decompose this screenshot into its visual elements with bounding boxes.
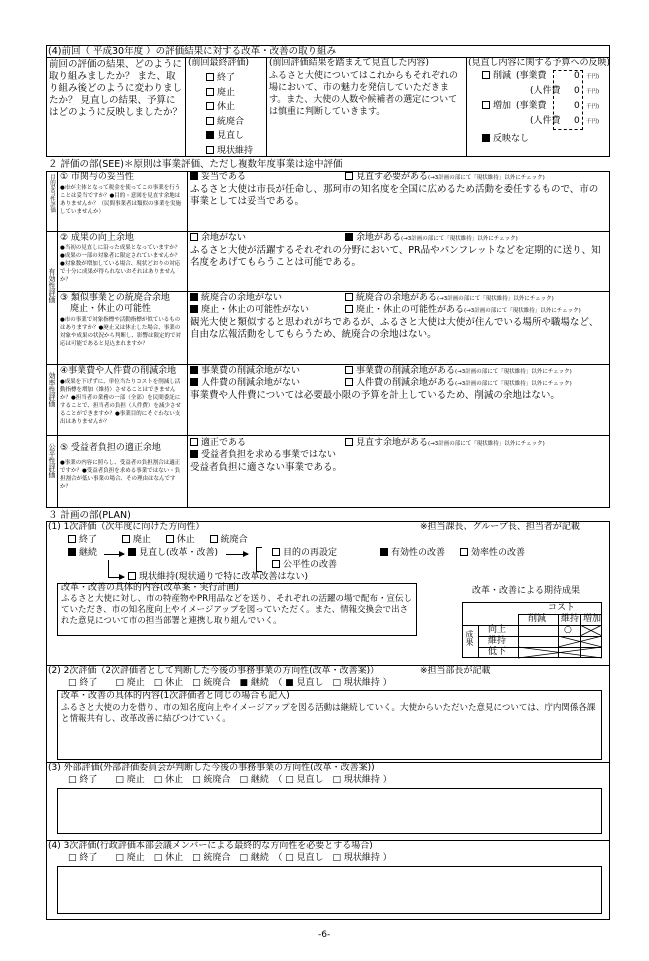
prev-opt-review[interactable]: 見直し	[206, 129, 253, 144]
r3-opt-a1[interactable]: 統廃合の余地がない	[190, 293, 282, 304]
budget-no-reflect[interactable]: 反映なし	[482, 134, 529, 145]
r1-body: ふるさと大使は市長が任命し、那珂市の知名度を全国に広めるため活動を委任するもので、市の事業としては妥当である。	[190, 184, 599, 207]
prev-opt-abolish[interactable]: 廃止	[206, 86, 253, 101]
budget-head: (見直し内容に関する予算への反映)	[468, 58, 611, 68]
r4-opt-b2[interactable]: 人件費の削減余地がある(→3計画の部にて「現状維持」以外にチェック)	[345, 378, 572, 390]
r5-opt-b1[interactable]: 見直す余地がある(→3計画の部にて「現状維持」以外にチェック)	[345, 438, 545, 450]
r3-title: ③ 類似事業との統廃合余地	[60, 293, 170, 303]
r5-title: ⑤ 受益者負担の適正余地	[60, 443, 161, 453]
r4-opt-b1[interactable]: 事業費の削減余地がある(→3計画の部にて「現状維持」以外にチェック)	[345, 366, 572, 378]
p2-options[interactable]: □ 終了 □ 廃止 □ 休止 □ 統廃合 ■ 継続 （ ■ 見直し □ 現状維持 ）	[68, 678, 392, 688]
r4-title: ④事業費や人件費の削減余地	[60, 366, 177, 376]
budget-reduce[interactable]: 削減	[482, 71, 511, 82]
r5-opt-a2[interactable]: 受益者負担を求める事業ではない	[190, 450, 336, 461]
p1-content[interactable]: ふるさと大使に対し、市の特産物やPR用品などを送り、それぞれの活躍の場で配布・宣伝していただき、市の知名度向上やイメージアップを図っていただく。また、情報交換会で出された意見について市の担当部署と連携し取り組んでいく。	[61, 594, 413, 626]
r1-opt-b[interactable]: 見直す必要がある(→3計画の部にて「現状維持」以外にチェック)	[345, 172, 545, 184]
p3-content-box[interactable]	[57, 788, 602, 834]
r3-note: ●市の事業で対象指標や活動指標が似ているものはありますか？●廃止又は休止した場合、事業の対象や成果の状況から判断し、影響は限定的で対応は可能であると見込まれますか？	[60, 317, 182, 347]
expect-matrix	[462, 602, 602, 658]
p1-opt-keep[interactable]: 現状維持(現状通りで特に改革改善はない)	[128, 572, 308, 583]
side-label-fairness: 公平性評価	[48, 443, 56, 478]
side-label-effect: 有効性評価	[48, 268, 56, 303]
expect-mark: ○	[564, 625, 572, 635]
r4-note: ●成果を下げずに、単位当たりコストを削減し活動指標を増加（維持）させることはできませんか？●担当者の業務の一部（全部）を民間委託にすることで、担当者の負担（人件費）を減少させることができますか？●事業目的にそぐわない支出はありませんか？	[60, 379, 181, 425]
section-4-question: 前回の評価の結果、どのように取り組みましたか？ また、取り組み後どのように変わりましたか？ 見直しの結果、予算にはどのように反映しましたか？	[49, 59, 183, 118]
r2-opt-b[interactable]: 余地がある(→3計画の部にて「現状維持」以外にチェック)	[345, 233, 518, 245]
prev-opt-end[interactable]: 終了	[206, 71, 253, 86]
r2-opt-a[interactable]: 余地がない	[190, 233, 246, 244]
p1-content-head: 改革・改善の具体的内容(改革案・実行計画)	[61, 583, 240, 593]
expect-head: 改革・改善による期待成果	[472, 586, 581, 596]
arrow-continue	[104, 554, 124, 555]
p2-content-head: 改革・改善の具体的内容(1次評価者と同じの場合も記入)	[61, 691, 290, 701]
prev-opt-merge[interactable]: 統廃合	[206, 115, 253, 130]
p1-opt-continue[interactable]: 継続	[68, 548, 97, 559]
arrow-review	[226, 554, 248, 555]
side-label-efficiency: 効率性評価	[48, 372, 56, 407]
page-number: -6-	[318, 930, 331, 940]
r1-note: ●市が主体となって税金を使ってこの事業を行うことは妥当ですか？●目的・意図を見直す余地はありませんか？（民間事業者は類似の事業を実施していませんか）	[60, 185, 182, 215]
p4-content-box[interactable]	[57, 866, 602, 914]
side-label-purpose: 目的妥当性評価	[49, 174, 55, 213]
r3-title2: 廃止・休止の可能性	[70, 304, 152, 314]
p1-opt-end[interactable]: 終了	[68, 535, 97, 545]
r1-title: ① 市関与の妥当性	[60, 172, 134, 182]
budget-increase[interactable]: 増加	[482, 101, 511, 112]
p1-note: ※担当課長、グループ長、担当者が記載	[420, 522, 580, 532]
p1-opt-purpose[interactable]: 目的の再設定	[272, 548, 337, 559]
p1-opt-review[interactable]: 見直し(改革・改善)	[128, 548, 218, 559]
r3-opt-b1[interactable]: 統廃合の余地がある(→3計画の部にて「現状維持」以外にチェック)	[345, 293, 554, 305]
review-content-head: (前回評価結果を踏まえて見直した内容)	[269, 58, 430, 68]
r3-body: 観光大使と類似すると思われがちであるが、ふるさと大使は大使が住んでいる場所や職場など、自由な広報活動をしてもらうため、統廃合の余地はない。	[190, 317, 599, 340]
r5-opt-a1[interactable]: 適正である	[190, 438, 246, 449]
section-4-title: (4)前回（ 平成30年度 ）の評価結果に対する改革・改善の取り組み	[48, 46, 337, 57]
section-3-title: ３ 計画の部(PLAN)	[48, 510, 131, 521]
p1-opt-eff[interactable]: 効率性の改善	[460, 548, 525, 559]
r1-opt-a[interactable]: 妥当である	[190, 172, 246, 183]
r3-opt-a2[interactable]: 廃止・休止の可能性がない	[190, 305, 309, 316]
p3-options[interactable]: □ 終了 □ 廃止 □ 休止 □ 統廃合 □ 継続 （ □ 見直し □ 現状維持 ）	[68, 775, 392, 785]
r4-opt-a2[interactable]: 人件費の削減余地がない	[190, 378, 300, 389]
p1-opt-effect[interactable]: 有効性の改善	[380, 548, 445, 559]
p2-note: ※担当部長が記載	[420, 666, 491, 676]
prev-opt-pause[interactable]: 休止	[206, 100, 253, 115]
r3-opt-b2[interactable]: 廃止・休止の可能性がある(→3計画の部にて「現状維持」以外にチェック)	[345, 305, 581, 317]
p1-opt-fair[interactable]: 公平性の改善	[272, 560, 337, 571]
p3-title: (3) 外部評価(外部評価委員会が判断した今後の事務事業の方向性(改革・改善案))	[48, 763, 375, 773]
r5-body: 受益者負担に適さない事業である。	[190, 462, 343, 473]
p1-opt-merge[interactable]: 統廃合	[210, 535, 248, 545]
arrow-keep	[108, 577, 124, 578]
section-2-title: ２ 評価の部(SEE)＊原則は事業評価、ただし複数年度事業は途中評価	[48, 159, 343, 170]
prev-eval-options	[206, 71, 253, 158]
p1-row1	[68, 535, 248, 546]
r5-note: ●事業の内容に照らし、受益者の負担割合は適正ですか？●受益者負担を求める事業ではない・負担割合が低い事業の場合、その理由はなんですか？	[60, 460, 181, 490]
review-content: ふるさと大使についてはこれからもそれぞれの場において、市の魅力を発信していただきます。また、大使の人数や候補者の選定については慎重に判断していきます。	[269, 71, 458, 117]
r4-opt-a1[interactable]: 事業費の削減余地がない	[190, 366, 300, 377]
p4-title: (4) 3次評価(行政評価本部会議メンバーによる最終的な方向性を必要とする場合)	[48, 841, 373, 851]
p1-opt-pause[interactable]: 休止	[166, 535, 195, 545]
r4-body: 事業費や人件費については必要最小限の予算を計上しているため、削減の余地はない。	[190, 390, 560, 401]
p4-options[interactable]: □ 終了 □ 廃止 □ 休止 □ 統廃合 □ 継続 （ □ 見直し □ 現状維持 ）	[68, 853, 392, 863]
p2-title: (2) 2次評価（2次評価者として判断した今後の事務事業の方向性(改革・改善案)）	[48, 666, 380, 676]
r2-note: ●当初の見直しに沿った成果となっていますか？●成果の一部の対象者に限定されていませんか？●対象数が増加している場合、現状どおりの対応で十分に成果が得られないおそれはありませんか？	[60, 245, 181, 283]
r2-body: ふるさと大使が活躍するそれぞれの分野において、PR品やパンフレットなどを定期的に送り、知名度をあげてもらうことは可能である。	[190, 245, 601, 268]
r2-title: ② 成果の向上余地	[60, 233, 134, 243]
p1-opt-abolish[interactable]: 廃止	[122, 535, 151, 545]
prev-opt-keep[interactable]: 現状維持	[206, 144, 253, 159]
prev-eval-head: (前回最終評価)	[188, 58, 250, 68]
p2-content[interactable]: ふるさと大使の力を借り、市の知名度向上やイメージアップを図る活動は継続していく。大使からいただいた意見については、庁内関係各課と情報共有し、改革改善に結びつけていく。	[61, 703, 596, 724]
p1-title: (1) 1次評価（次年度に向けた方向性）	[48, 522, 205, 532]
